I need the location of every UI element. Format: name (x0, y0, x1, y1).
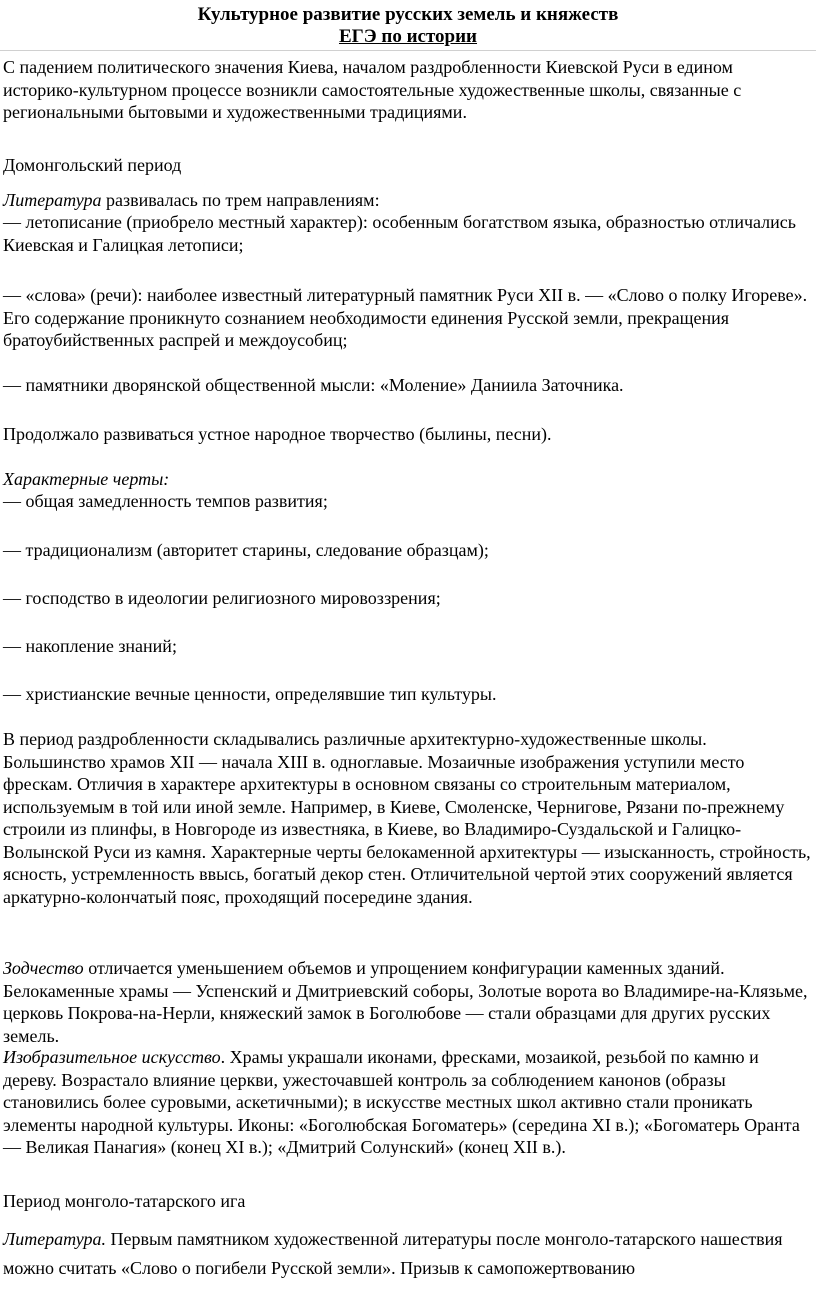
literature-mongol-paragraph (3, 1225, 811, 1283)
oral-tradition-paragraph: Продолжало развиваться устное народное творчество (былины, песни). (3, 424, 552, 444)
page-subtitle: ЕГЭ по истории (338, 26, 478, 47)
literature-intro-text: развивалась по трем направлениям: (101, 190, 380, 210)
intro-paragraph: С падением политического значения Киева, началом раздробленности Киевской Руси в едином историко-культурном процессе возникли самостоятельные художественные школы, связанные с региональными бытовыми и художественными традициями. (3, 57, 742, 122)
trait-item: — господство в идеологии религиозного мировоззрения; (3, 588, 441, 608)
fine-art-paragraph (3, 1046, 811, 1159)
literature-item-noble-thought: — памятники дворянской общественной мысли: «Моление» Даниила Заточника. (3, 375, 624, 395)
trait-item: — общая замедленность темпов развития; (3, 491, 328, 511)
section-heading-pre-mongol: Домонгольский период (3, 155, 182, 175)
trait-item: — накопление знаний; (3, 636, 177, 656)
trait-item: — христианские вечные ценности, определявшие тип культуры. (3, 684, 497, 704)
fine-art-label: Изобразительное искусство (3, 1047, 221, 1067)
literature-item-chronicles: — летописание (приобрело местный характер): особенным богатством языка, образностью отличались Киевская и Галицкая летописи; (3, 212, 796, 255)
zodchestvo-text: отличается уменьшением объемов и упрощением конфигурации каменных зданий. Белокаменные храмы — Успенский и Дмитриевский соборы, Золотые ворота во Владимире-на-Клязьме, церковь Покрова-на-Нерли, княжеский замок в Боголюбове — стали образцами для других русских земель. (3, 958, 808, 1046)
header-divider (0, 50, 816, 51)
trait-item: — традиционализм (авторитет старины, следование образцам); (3, 540, 489, 560)
literature-mongol-text: Первым памятником художественной литературы после монголо-татарского нашествия можно считать «Слово о погибели Русской земли». Призыв к самопожертвованию (3, 1229, 783, 1278)
literature-label: Литература (3, 190, 102, 210)
architecture-paragraph: В период раздробленности складывались различные архитектурно-художественные школы. Большинство храмов XII — начала XIII в. одноглавые. Мозаичные изображения уступили место фрескам. Отличия в характере архитектуры в основном связаны со строительным материалом, используемым в той или иной земле. Например, в Киеве, Смоленске, Чернигове, Рязани по-прежнему строили из плинфы, в Новгороде из известняка, в Киеве, во Владимиро-Суздальской и Галицко-Волынской Руси из камня. Характерные черты белокаменной архитектуры — изысканность, стройность, ясность, устремленность ввысь, богатый декор стен. Отличительной чертой этих сооружений является аркатурно-колончатый пояс, проходящий посередине здания. (3, 729, 811, 907)
zodchestvo-paragraph (3, 957, 811, 1047)
literature-item-slova: — «слова» (речи): наиболее известный литературный памятник Руси XII в. — «Слово о полку Игореве». Его содержание проникнуто сознанием необходимости единения Русской земли, прекращения братоубийственных распрей и междоусобиц; (3, 285, 808, 350)
traits-label (3, 468, 811, 491)
section-heading-mongol: Период монголо-татарского ига (3, 1191, 246, 1211)
traits-label-text: Характерные черты: (3, 469, 170, 489)
page-title: Культурное развитие русских земель и княжеств (197, 4, 619, 25)
zodchestvo-label: Зодчество (3, 958, 84, 978)
literature-intro (3, 189, 811, 212)
literature-mongol-label: Литература. (3, 1229, 106, 1249)
fine-art-text: . Храмы украшали иконами, фресками, мозаикой, резьбой по камню и дереву. Возрастало влияние церкви, ужесточавшей контроль за соблюдением канонов (образы становились более суровыми, аскетичными); в искусстве местных школ активно стали проникать элементы народной культуры. Иконы: «Боголюбская Богоматерь» (середина XI в.); «Богоматерь Оранта — Великая Панагия» (конец XI в.); «Дмитрий Солунский» (конец XII в.). (3, 1047, 800, 1157)
